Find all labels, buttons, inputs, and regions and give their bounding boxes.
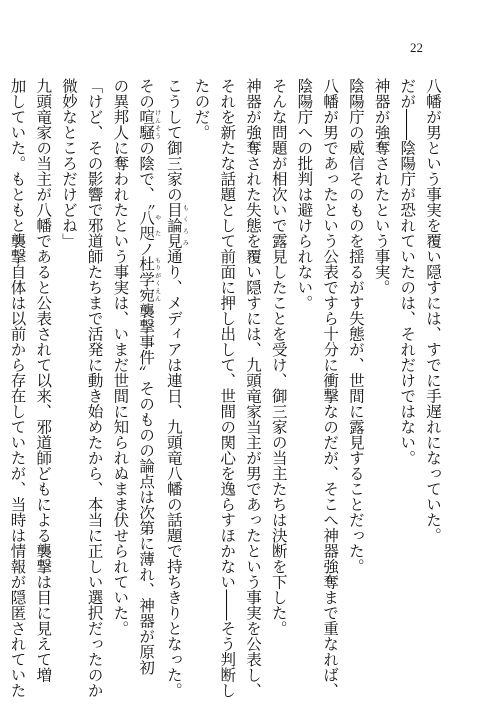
text-line-16: 九頭竜家の当主が八幡であると公表されて以来、邪道師どもによる襲撃は目に見えて増 — [34, 78, 53, 683]
ruby-kensou: けんそう — [153, 109, 161, 140]
text-line-15: 微妙なところだけどね」 — [59, 78, 78, 249]
text-line-4: 陰陽庁の威信そのものを揺るがす失態が、世間に露見することだった。 — [346, 78, 365, 574]
text-line-9: それを新たな話題として前面に押し出して、世間の関心を逸らすほかない――そう判断し — [218, 78, 237, 698]
ruby-yata: やた — [153, 209, 161, 241]
text-line-3: 神器が強奪されたという事実。 — [372, 78, 391, 295]
text-line-17: 加していた。もともと襲撃自体は以前から存在していたが、当時は情報が隠匿されていた — [8, 78, 27, 698]
text-line-14: 「けど、その影響で邪道師たちまで活発に動き始めたから、本当に正しい選択だったのか — [85, 78, 104, 698]
vertical-text-body — [8, 78, 445, 698]
text-line-7: そんな問題が相次いで露見したことを受け、御三家の当主たちは決断を下した。 — [269, 78, 288, 636]
text-line-12: その喧騒けんそうの陰で、〝八咫やたノ杜学宛もりがくえん襲撃事件〟そのものの論点は次第に薄れ、神器が原初 — [137, 78, 161, 675]
text-line-11: こうして御三家の目論見もくろみ通り、メディアは連日、九頭竜八幡の話題で持ちきりとなった。 — [164, 78, 189, 698]
ruby-morigakuen: もりがくえん — [153, 256, 161, 303]
text-line-1: 八幡が男という事実を覆い隠すには、すでに手遅れになっていた。 — [424, 78, 442, 543]
text-line-2: だが――陰陽庁が恐れていたのは、それだけではない。 — [398, 78, 417, 466]
text-line-6: 陰陽庁への批判は避けられない。 — [295, 78, 314, 311]
text-line-13: の異邦人に奪われたという事実は、いまだ世間に知られぬまま伏せられていた。 — [111, 78, 130, 636]
page-number: 22 — [410, 40, 423, 55]
text-line-5: 八幡が男であったという公表ですら十分に衝撃なのだが、そこへ神器強奪まで重なれば、 — [321, 78, 340, 698]
ruby-mokuromi: もくろみ — [181, 202, 189, 249]
text-line-8: 神器が強奪された失態を覆い隠すには、九頭竜家当主が男であったという事実を公表し、 — [243, 78, 262, 698]
text-line-10: たのだ。 — [192, 78, 211, 140]
